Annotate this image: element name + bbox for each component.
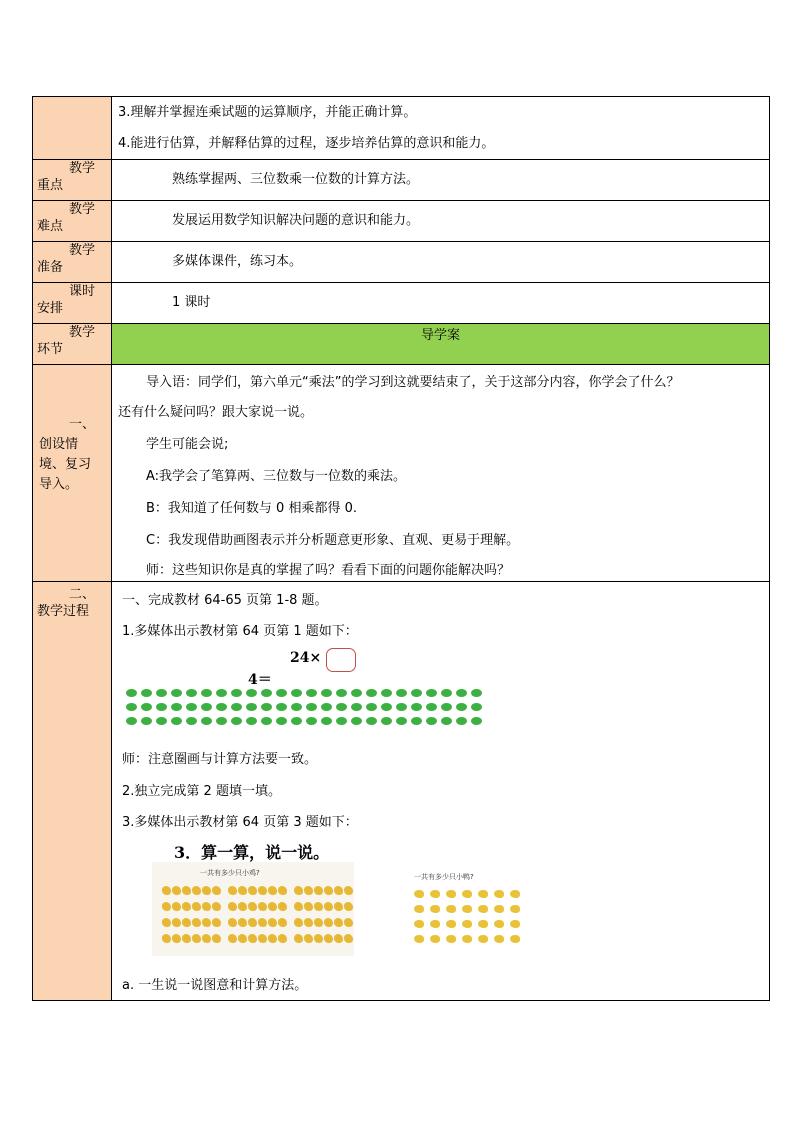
chick-icon [324, 902, 333, 911]
preparation-text: 多媒体课件，练习本。 [172, 254, 303, 269]
hours-label [33, 283, 112, 324]
difficulties-label-top: 教学 [69, 202, 96, 217]
chicks-picture [152, 862, 354, 956]
green-dot [261, 703, 272, 711]
answer-c: C：我发现借助画图表示并分析题意更形象、直观、更易于理解。 [146, 533, 520, 548]
stage-header: 导学案 [112, 324, 770, 365]
chick-icon [258, 902, 267, 911]
chick-icon [278, 918, 287, 927]
equation-top: 24× [290, 650, 322, 666]
chick-icon [202, 902, 211, 911]
green-dot [171, 689, 182, 697]
chick-icon [268, 934, 277, 943]
chick-icon [294, 902, 303, 911]
hours-text: 1 课时 [172, 295, 211, 310]
chick-icon [344, 886, 353, 895]
green-dot [381, 703, 392, 711]
green-dot [186, 717, 197, 725]
task-text: 一、完成教材 64-65 页第 1-8 题。 [122, 593, 328, 608]
green-dot [336, 717, 347, 725]
chick-icon [248, 886, 257, 895]
lesson-plan-table [32, 96, 770, 1001]
chick-icon [278, 902, 287, 911]
key-points-content [112, 160, 770, 201]
chick-icon [202, 886, 211, 895]
key-points-label [33, 160, 112, 201]
green-dot [441, 689, 452, 697]
teacher-note: 师：注意圈画与计算方法要一致。 [122, 752, 318, 767]
chick-icon [182, 918, 191, 927]
duck-icon [494, 920, 504, 928]
students-may-say: 学生可能会说; [146, 437, 229, 452]
chick-icon [324, 886, 333, 895]
duck-icon [446, 890, 456, 898]
hours-label-top: 课时 [69, 284, 96, 299]
chick-icon [162, 886, 171, 895]
objective-3: 3.理解并掌握连乘试题的运算顺序，并能正确计算。 [118, 105, 417, 120]
green-dot [126, 703, 137, 711]
green-dot [246, 689, 257, 697]
duck-icon [462, 920, 472, 928]
green-dot [396, 689, 407, 697]
chick-icon [162, 902, 171, 911]
green-dot [186, 703, 197, 711]
duck-icon [430, 920, 440, 928]
green-dot [471, 717, 482, 725]
hours-row [33, 283, 770, 324]
difficulties-text: 发展运用数学知识解决问题的意识和能力。 [172, 213, 420, 228]
chick-icon [212, 918, 221, 927]
section-two-content [112, 582, 770, 1001]
green-dot [141, 703, 152, 711]
green-dot [456, 689, 467, 697]
green-dot [306, 689, 317, 697]
green-dot [336, 703, 347, 711]
item-3-text: 3.多媒体出示教材第 64 页第 3 题如下： [122, 815, 358, 830]
ducks-caption: 一共有多少只小鸭? [414, 873, 474, 881]
green-dot [321, 689, 332, 697]
green-dot [471, 703, 482, 711]
key-points-label-top: 教学 [69, 161, 96, 176]
chick-icon [314, 918, 323, 927]
chick-icon [248, 934, 257, 943]
chick-icon [334, 886, 343, 895]
green-dot [351, 689, 362, 697]
chick-icon [228, 886, 237, 895]
green-dot [156, 703, 167, 711]
duck-icon [510, 890, 520, 898]
duck-icon [414, 890, 424, 898]
duck-icon [494, 905, 504, 913]
hours-content [112, 283, 770, 324]
green-dot [261, 689, 272, 697]
green-dot [441, 703, 452, 711]
section-two-row [33, 582, 770, 1001]
green-dot [291, 717, 302, 725]
green-dot [231, 717, 242, 725]
chick-icon [304, 934, 313, 943]
chicks-caption: 一共有多少只小鸡? [200, 869, 260, 877]
green-dot [276, 703, 287, 711]
green-dot [201, 703, 212, 711]
chick-icon [258, 934, 267, 943]
green-dot [381, 689, 392, 697]
duck-icon [446, 935, 456, 943]
chick-icon [228, 918, 237, 927]
duck-icon [446, 920, 456, 928]
chick-icon [238, 934, 247, 943]
stage-row [33, 324, 770, 365]
green-dot [126, 689, 137, 697]
chick-icon [182, 902, 191, 911]
green-dot [471, 689, 482, 697]
green-dot [261, 717, 272, 725]
chick-icon [228, 934, 237, 943]
section-one-label-line3: 境、复习 [39, 457, 92, 472]
duck-icon [430, 935, 440, 943]
green-dot [411, 703, 422, 711]
green-dot-grid [126, 689, 486, 731]
duck-icon [430, 890, 440, 898]
green-dot [171, 717, 182, 725]
chick-icon [212, 902, 221, 911]
preparation-label-top: 教学 [69, 243, 96, 258]
duck-icon [494, 890, 504, 898]
green-dot [231, 703, 242, 711]
green-dot [366, 689, 377, 697]
green-dot [201, 689, 212, 697]
duck-icon [478, 920, 488, 928]
duck-icon [510, 905, 520, 913]
item-1-text: 1.多媒体出示教材第 64 页第 1 题如下： [122, 624, 358, 639]
chick-icon [162, 934, 171, 943]
duck-icon [478, 905, 488, 913]
chick-icon [228, 902, 237, 911]
chick-icon [268, 886, 277, 895]
chick-icon [238, 918, 247, 927]
chick-icon [182, 886, 191, 895]
chick-icon [258, 918, 267, 927]
chick-icon [334, 934, 343, 943]
duck-icon [462, 935, 472, 943]
section-two-label [33, 582, 112, 1001]
chick-icon [192, 934, 201, 943]
ducks-picture [408, 868, 536, 952]
objectives-content [112, 97, 770, 160]
answer-b: B：我知道了任何数与 0 相乘都得 0. [146, 501, 357, 516]
green-dot [291, 703, 302, 711]
difficulties-content [112, 201, 770, 242]
chick-icon [294, 934, 303, 943]
green-dot [216, 703, 227, 711]
green-dot [141, 717, 152, 725]
intro-text-2: 还有什么疑问吗？跟大家说一说。 [118, 405, 314, 420]
chick-icon [314, 886, 323, 895]
section-two-label-line2: 教学过程 [37, 604, 90, 619]
answer-a: A:我学会了笔算两、三位数与一位数的乘法。 [146, 469, 407, 484]
duck-icon [462, 905, 472, 913]
green-dot [306, 703, 317, 711]
chick-icon [344, 918, 353, 927]
green-dot [336, 689, 347, 697]
green-dot [321, 703, 332, 711]
chick-icon [202, 934, 211, 943]
duck-icon [430, 905, 440, 913]
stage-label-top: 教学 [69, 325, 96, 340]
green-dot [366, 717, 377, 725]
objectives-row [33, 97, 770, 160]
green-dot [456, 717, 467, 725]
chick-icon [304, 902, 313, 911]
green-dot [351, 717, 362, 725]
green-dot [426, 717, 437, 725]
green-dot [426, 703, 437, 711]
intro-text-1: 导入语：同学们，第六单元“乘法”的学习到这就要结束了，关于这部分内容，你学会了什么？ [146, 375, 680, 390]
chick-icon [314, 902, 323, 911]
chick-icon [294, 918, 303, 927]
chick-icon [294, 886, 303, 895]
duck-icon [446, 905, 456, 913]
duck-icon [414, 920, 424, 928]
green-dot [426, 689, 437, 697]
difficulties-label [33, 201, 112, 242]
chick-icon [238, 902, 247, 911]
objective-4: 4.能进行估算，并解释估算的过程，逐步培养估算的意识和能力。 [118, 136, 495, 151]
section-one-label [33, 365, 112, 582]
green-dot [381, 717, 392, 725]
duck-icon [478, 890, 488, 898]
green-dot [186, 689, 197, 697]
chick-icon [268, 902, 277, 911]
stage-label-bottom: 环节 [37, 342, 64, 357]
difficulties-label-bottom: 难点 [37, 219, 64, 234]
key-points-row [33, 160, 770, 201]
chick-icon [248, 918, 257, 927]
chick-icon [172, 918, 181, 927]
key-points-text: 熟练掌握两、三位数乘一位数的计算方法。 [172, 172, 420, 187]
section-one-content [112, 365, 770, 582]
step-a: a. 一生说一说图意和计算方法。 [122, 978, 308, 993]
duck-icon [510, 935, 520, 943]
section-one-row [33, 365, 770, 582]
green-dot [246, 703, 257, 711]
chick-icon [314, 934, 323, 943]
green-dot [396, 703, 407, 711]
green-dot [396, 717, 407, 725]
green-dot [171, 703, 182, 711]
green-dot [276, 689, 287, 697]
chick-icon [304, 886, 313, 895]
item-2-text: 2.独立完成第 2 题填一填。 [122, 784, 281, 799]
chick-icon [202, 918, 211, 927]
green-dot [246, 717, 257, 725]
green-dot [156, 717, 167, 725]
hours-label-bottom: 安排 [37, 301, 64, 316]
duck-icon [494, 935, 504, 943]
chick-icon [334, 902, 343, 911]
equation-bottom: 4＝ [248, 672, 272, 688]
chick-icon [182, 934, 191, 943]
chick-icon [344, 902, 353, 911]
green-dot [231, 689, 242, 697]
green-dot [321, 717, 332, 725]
green-dot [216, 717, 227, 725]
duck-icon [414, 905, 424, 913]
preparation-content [112, 242, 770, 283]
chick-icon [268, 918, 277, 927]
green-dot [456, 703, 467, 711]
chick-icon [172, 886, 181, 895]
green-dot [441, 717, 452, 725]
chick-icon [172, 902, 181, 911]
preparation-label [33, 242, 112, 283]
chick-icon [192, 886, 201, 895]
section-two-number: 二、 [69, 587, 96, 602]
chick-icon [172, 934, 181, 943]
green-dot [216, 689, 227, 697]
green-dot [201, 717, 212, 725]
green-dot [411, 689, 422, 697]
section-one-label-line2: 创设情 [39, 437, 79, 452]
green-dot [351, 703, 362, 711]
chick-icon [334, 918, 343, 927]
duck-icon [414, 935, 424, 943]
chick-icon [324, 934, 333, 943]
green-dot [126, 717, 137, 725]
green-dot [156, 689, 167, 697]
chick-icon [212, 886, 221, 895]
green-dot [306, 717, 317, 725]
teacher-question: 师：这些知识你是真的掌握了吗？看看下面的问题你能解决吗？ [146, 563, 511, 578]
preparation-row [33, 242, 770, 283]
duck-icon [462, 890, 472, 898]
stage-label [33, 324, 112, 365]
objectives-label-cell [33, 97, 112, 160]
green-dot [141, 689, 152, 697]
chick-icon [278, 886, 287, 895]
chick-icon [192, 918, 201, 927]
chick-icon [162, 918, 171, 927]
chick-icon [324, 918, 333, 927]
chick-icon [212, 934, 221, 943]
preparation-label-bottom: 准备 [37, 260, 64, 275]
green-dot [411, 717, 422, 725]
exercise-3-title: 3．算一算，说一说。 [174, 843, 330, 862]
green-dot [291, 689, 302, 697]
chick-icon [278, 934, 287, 943]
answer-box [326, 648, 356, 672]
duck-icon [478, 935, 488, 943]
chick-icon [238, 886, 247, 895]
chick-icon [192, 902, 201, 911]
green-dot [276, 717, 287, 725]
chick-icon [258, 886, 267, 895]
section-one-label-line4: 导入。 [39, 477, 79, 492]
duck-icon [510, 920, 520, 928]
green-dot [366, 703, 377, 711]
chick-icon [344, 934, 353, 943]
chick-icon [248, 902, 257, 911]
chick-icon [304, 918, 313, 927]
difficulties-row [33, 201, 770, 242]
key-points-label-bottom: 重点 [37, 178, 64, 193]
section-one-number: 一、 [69, 417, 96, 432]
